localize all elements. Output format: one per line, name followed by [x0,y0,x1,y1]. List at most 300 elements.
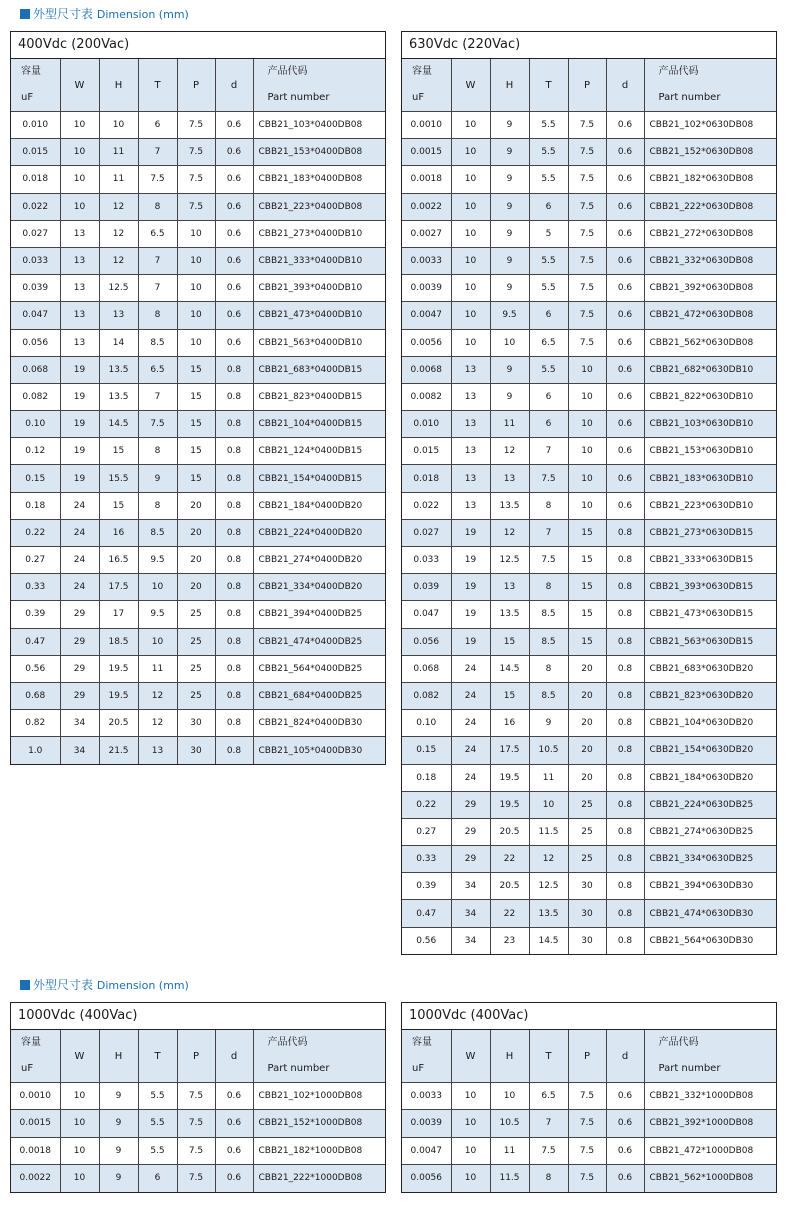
table-cell: 19 [60,465,99,492]
table-cell: 7.5 [177,112,215,139]
table-cell: 10 [177,302,215,329]
table-cell: 12 [138,682,177,709]
table-row [402,356,776,383]
table-cell: 12 [490,519,529,546]
table-row [11,1083,385,1110]
part-number-cell: CBB21_103*0630DB10 [644,411,776,438]
table-cell: 0.022 [11,193,60,220]
table-cell: 0.0082 [402,383,451,410]
table-row [402,302,776,329]
table-cell: 0.010 [11,112,60,139]
table-cell: 9.5 [490,302,529,329]
table-cell: 12 [99,193,138,220]
table-row [11,574,385,601]
table-cell: 30 [177,737,215,764]
table-row [11,601,385,628]
table-cell: 9.5 [138,601,177,628]
table-cell: 10 [568,356,606,383]
table-cell: 0.8 [215,547,253,574]
table-cell: 10 [177,247,215,274]
table-cell: 0.18 [402,764,451,791]
part-number-cell: CBB21_683*0630DB20 [644,655,776,682]
table-cell: 0.6 [606,302,644,329]
table-cell: 7.5 [568,247,606,274]
table-cell: 20 [177,547,215,574]
table-cell: 15 [177,383,215,410]
table-cell: 0.8 [215,682,253,709]
table-cell: 0.6 [215,220,253,247]
table-cell: 6 [138,1164,177,1191]
table-cell: 0.18 [11,492,60,519]
table-cell: 6 [529,302,568,329]
table-cell: 29 [60,655,99,682]
table-cell: 15 [99,438,138,465]
table-cell: 0.018 [11,166,60,193]
table-cell: 15 [568,574,606,601]
part-number-header: 产品代码 Part number [253,59,385,112]
table-cell: 7.5 [568,220,606,247]
col-header-w: W [60,1030,99,1083]
part-number-cell: CBB21_103*0400DB08 [253,112,385,139]
col-header-d: d [215,1030,253,1083]
table-cell: 24 [451,764,490,791]
table-row [402,329,776,356]
table-cell: 0.6 [215,247,253,274]
table-cell: 0.027 [11,220,60,247]
table-cell: 10 [451,166,490,193]
header-row [402,59,776,112]
table-cell: 24 [451,682,490,709]
part-number-cell: CBB21_823*0630DB20 [644,682,776,709]
table-cell: 29 [451,818,490,845]
table-cell: 0.0068 [402,356,451,383]
table-cell: 6.5 [529,1083,568,1110]
table-cell: 10 [568,411,606,438]
table-row [11,1164,385,1191]
table-cell: 0.015 [11,139,60,166]
table-cell: 9 [490,383,529,410]
part-number-cell: CBB21_153*0400DB08 [253,139,385,166]
table-cell: 29 [60,601,99,628]
table-row [402,1110,776,1137]
table-cell: 23 [490,927,529,954]
table-cell: 11 [490,411,529,438]
table-cell: 0.6 [606,465,644,492]
table-cell: 0.8 [215,710,253,737]
dimension-table [402,59,776,954]
part-number-cell: CBB21_473*0630DB15 [644,601,776,628]
part-number-cell: CBB21_182*0630DB08 [644,166,776,193]
table-cell: 34 [60,737,99,764]
table-cell: 10 [451,112,490,139]
table-cell: 0.6 [606,356,644,383]
part-number-cell: CBB21_153*0630DB10 [644,438,776,465]
table-cell: 0.6 [606,247,644,274]
table-cell: 15 [177,465,215,492]
table-cell: 0.27 [402,818,451,845]
table-cell: 10 [60,166,99,193]
table-row [402,465,776,492]
table-cell: 10 [60,1083,99,1110]
table-row [402,411,776,438]
table-cell: 13 [451,438,490,465]
table-cell: 10 [451,1083,490,1110]
table-cell: 5.5 [138,1110,177,1137]
table-cell: 9.5 [138,547,177,574]
table-cell: 0.6 [606,1164,644,1191]
table-cell: 7.5 [177,1164,215,1191]
part-number-cell: CBB21_222*1000DB08 [253,1164,385,1191]
table-title: 1000Vdc (400Vac) [402,1003,776,1030]
table-cell: 8 [529,655,568,682]
section-title-cn: 外型尺寸表 [33,978,94,992]
table-row [402,247,776,274]
table-cell: 7 [529,519,568,546]
table-cell: 0.8 [606,710,644,737]
table-row [402,764,776,791]
table-cell: 0.68 [11,682,60,709]
table-cell: 15 [490,682,529,709]
table-cell: 0.8 [606,519,644,546]
table-row [402,139,776,166]
table-cell: 20 [568,764,606,791]
col-header-t: T [138,1030,177,1083]
table-cell: 0.0022 [402,193,451,220]
part-number-cell: CBB21_102*1000DB08 [253,1083,385,1110]
table-630vdc [401,31,777,955]
table-cell: 0.6 [606,112,644,139]
table-cell: 15 [99,492,138,519]
part-number-cell: CBB21_152*1000DB08 [253,1110,385,1137]
table-cell: 18.5 [99,628,138,655]
table-cell: 9 [99,1164,138,1191]
table-cell: 7.5 [138,411,177,438]
table-cell: 10 [568,438,606,465]
table-cell: 6.5 [138,220,177,247]
table-cell: 9 [529,710,568,737]
table-cell: 16 [99,519,138,546]
table-cell: 13 [451,492,490,519]
table-cell: 7.5 [177,1137,215,1164]
part-number-cell: CBB21_223*0400DB08 [253,193,385,220]
table-cell: 7.5 [568,112,606,139]
part-number-cell: CBB21_224*0400DB20 [253,519,385,546]
table-cell: 13 [451,356,490,383]
table-cell: 0.22 [11,519,60,546]
table-cell: 0.8 [606,791,644,818]
part-number-cell: CBB21_223*0630DB10 [644,492,776,519]
table-cell: 0.039 [11,275,60,302]
table-row [11,1110,385,1137]
table-cell: 0.8 [215,383,253,410]
table-cell: 10 [451,1110,490,1137]
part-number-cell: CBB21_183*0630DB10 [644,465,776,492]
part-number-cell: CBB21_562*0630DB08 [644,329,776,356]
table-cell: 0.8 [215,574,253,601]
table-cell: 0.6 [215,112,253,139]
table-cell: 10 [60,1137,99,1164]
table-row [402,791,776,818]
table-cell: 20 [177,492,215,519]
table-cell: 12 [529,846,568,873]
table-row [11,411,385,438]
section-title-en: Dimension (mm) [96,8,189,21]
table-title: 400Vdc (200Vac) [11,32,385,59]
table-cell: 0.10 [402,710,451,737]
table-cell: 0.8 [606,900,644,927]
table-cell: 0.8 [606,818,644,845]
part-number-cell: CBB21_684*0400DB25 [253,682,385,709]
table-cell: 12.5 [490,547,529,574]
table-cell: 0.0018 [11,1137,60,1164]
table-cell: 25 [177,655,215,682]
table-cell: 20 [568,655,606,682]
table-cell: 0.0047 [402,302,451,329]
table-row [11,275,385,302]
table-cell: 0.15 [402,737,451,764]
section-title [20,976,189,993]
table-cell: 0.010 [402,411,451,438]
table-cell: 0.6 [606,492,644,519]
table-cell: 9 [99,1137,138,1164]
table-cell: 10 [568,492,606,519]
table-cell: 0.0018 [402,166,451,193]
table-cell: 25 [177,601,215,628]
table-cell: 0.8 [606,846,644,873]
table-cell: 29 [451,791,490,818]
table-row [402,846,776,873]
part-number-cell: CBB21_183*0400DB08 [253,166,385,193]
part-number-cell: CBB21_562*1000DB08 [644,1164,776,1191]
part-number-cell: CBB21_333*0630DB15 [644,547,776,574]
table-cell: 14.5 [99,411,138,438]
table-cell: 0.6 [606,166,644,193]
table-cell: 7 [138,275,177,302]
table-cell: 10.5 [529,737,568,764]
table-cell: 10 [451,193,490,220]
table-cell: 7.5 [177,1110,215,1137]
table-cell: 16 [490,710,529,737]
table-cell: 0.068 [11,356,60,383]
table-cell: 0.0010 [402,112,451,139]
table-1000vdc-b [401,1002,777,1193]
table-cell: 13 [60,302,99,329]
table-cell: 11.5 [529,818,568,845]
table-cell: 7.5 [568,1164,606,1191]
table-cell: 11 [529,764,568,791]
part-number-cell: CBB21_154*0400DB15 [253,465,385,492]
table-cell: 30 [568,873,606,900]
table-cell: 0.56 [11,655,60,682]
table-cell: 0.033 [11,247,60,274]
table-cell: 17.5 [99,574,138,601]
table-cell: 0.39 [402,873,451,900]
table-cell: 0.12 [11,438,60,465]
part-number-cell: CBB21_273*0630DB15 [644,519,776,546]
col-header-h: H [490,59,529,112]
part-number-header: 产品代码 Part number [644,1030,776,1083]
part-number-cell: CBB21_474*0630DB30 [644,900,776,927]
part-number-cell: CBB21_124*0400DB15 [253,438,385,465]
table-cell: 7.5 [568,139,606,166]
col-header-t: T [138,59,177,112]
col-header-w: W [451,1030,490,1083]
table-cell: 22 [490,846,529,873]
part-number-cell: CBB21_392*1000DB08 [644,1110,776,1137]
dimension-table [402,1030,776,1192]
table-cell: 8.5 [138,329,177,356]
table-row [402,193,776,220]
table-cell: 7 [529,438,568,465]
table-cell: 10.5 [490,1110,529,1137]
part-number-cell: CBB21_823*0400DB15 [253,383,385,410]
col-header-p: P [568,1030,606,1083]
table-cell: 5.5 [138,1137,177,1164]
table-cell: 10 [60,193,99,220]
table-row [402,574,776,601]
table-row [11,655,385,682]
table-cell: 20 [568,682,606,709]
table-cell: 7 [138,139,177,166]
table-cell: 0.039 [402,574,451,601]
table-row [402,1083,776,1110]
part-number-cell: CBB21_564*0630DB30 [644,927,776,954]
table-cell: 0.6 [606,1137,644,1164]
section-title [20,5,189,22]
table-cell: 13.5 [99,356,138,383]
table-cell: 0.47 [11,628,60,655]
table-cell: 24 [60,519,99,546]
table-cell: 0.47 [402,900,451,927]
table-cell: 0.8 [215,601,253,628]
table-cell: 15.5 [99,465,138,492]
table-cell: 7.5 [529,1137,568,1164]
table-cell: 0.6 [215,1083,253,1110]
table-row [11,628,385,655]
table-title: 1000Vdc (400Vac) [11,1003,385,1030]
capacity-header: 容量 uF [402,59,451,112]
table-cell: 10 [451,275,490,302]
table-row [11,329,385,356]
table-cell: 7.5 [568,329,606,356]
table-row [402,547,776,574]
table-row [11,547,385,574]
table-cell: 6 [138,112,177,139]
table-cell: 0.8 [606,601,644,628]
table-cell: 10 [177,329,215,356]
part-number-cell: CBB21_473*0400DB10 [253,302,385,329]
table-cell: 10 [451,220,490,247]
part-number-cell: CBB21_182*1000DB08 [253,1137,385,1164]
table-cell: 12.5 [529,873,568,900]
part-number-cell: CBB21_332*0630DB08 [644,247,776,274]
table-cell: 24 [60,574,99,601]
table-cell: 7.5 [568,1110,606,1137]
part-number-cell: CBB21_334*0630DB25 [644,846,776,873]
table-cell: 0.6 [215,166,253,193]
table-cell: 0.6 [215,139,253,166]
col-header-h: H [99,1030,138,1083]
table-cell: 10 [490,329,529,356]
table-cell: 30 [568,900,606,927]
table-row [11,519,385,546]
dimension-table [11,1030,385,1192]
table-cell: 9 [490,193,529,220]
table-cell: 15 [177,438,215,465]
table-cell: 0.6 [606,220,644,247]
capacity-header: 容量 uF [11,59,60,112]
table-cell: 0.39 [11,601,60,628]
table-cell: 19 [60,383,99,410]
table-cell: 19.5 [490,791,529,818]
part-number-cell: CBB21_272*0630DB08 [644,220,776,247]
part-number-cell: CBB21_394*0400DB25 [253,601,385,628]
table-cell: 10 [490,1083,529,1110]
table-cell: 0.8 [215,492,253,519]
table-cell: 15 [568,628,606,655]
table-cell: 7.5 [177,1083,215,1110]
table-row [402,628,776,655]
section-title-en: Dimension (mm) [96,979,189,992]
table-row [11,438,385,465]
part-number-header: 产品代码 Part number [644,59,776,112]
table-cell: 7.5 [529,465,568,492]
table-cell: 13 [60,275,99,302]
part-number-cell: CBB21_563*0400DB10 [253,329,385,356]
table-cell: 0.15 [11,465,60,492]
table-cell: 9 [490,166,529,193]
part-number-cell: CBB21_682*0630DB10 [644,356,776,383]
part-number-cell: CBB21_184*0630DB20 [644,764,776,791]
table-cell: 0.6 [215,302,253,329]
table-cell: 20 [177,574,215,601]
table-cell: 5.5 [529,247,568,274]
table-cell: 25 [568,818,606,845]
table-cell: 14.5 [529,927,568,954]
table-cell: 29 [60,682,99,709]
table-cell: 20 [568,737,606,764]
part-number-cell: CBB21_104*0630DB20 [644,710,776,737]
table-cell: 0.8 [215,737,253,764]
table-cell: 1.0 [11,737,60,764]
table-cell: 24 [451,710,490,737]
table-cell: 0.8 [215,356,253,383]
table-cell: 0.8 [215,411,253,438]
table-cell: 13 [60,220,99,247]
col-header-h: H [490,1030,529,1083]
table-cell: 20.5 [99,710,138,737]
table-cell: 24 [60,547,99,574]
table-cell: 13 [60,329,99,356]
table-cell: 10 [451,1137,490,1164]
table-cell: 13.5 [99,383,138,410]
table-row [11,465,385,492]
table-cell: 7.5 [568,166,606,193]
table-cell: 0.82 [11,710,60,737]
part-number-cell: CBB21_102*0630DB08 [644,112,776,139]
table-cell: 0.6 [215,329,253,356]
part-number-cell: CBB21_154*0630DB20 [644,737,776,764]
table-cell: 7.5 [568,1083,606,1110]
table-row [402,927,776,954]
table-cell: 34 [451,900,490,927]
table-cell: 24 [451,655,490,682]
table-cell: 12 [99,247,138,274]
table-cell: 9 [490,275,529,302]
part-number-header: 产品代码 Part number [253,1030,385,1083]
table-cell: 0.8 [606,927,644,954]
table-row [11,193,385,220]
